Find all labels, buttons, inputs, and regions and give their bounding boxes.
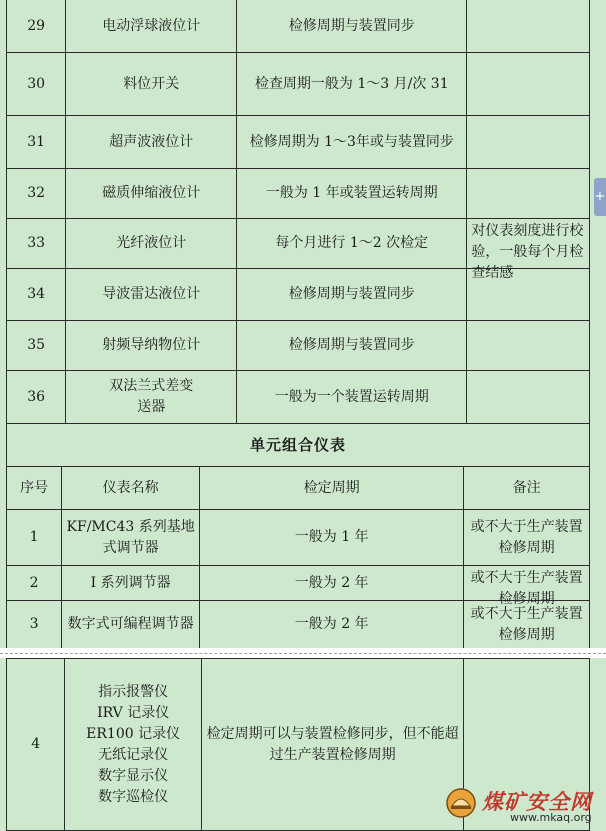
table-row xyxy=(7,321,590,371)
table-row xyxy=(7,510,590,566)
instrument-name: 导波雷达液位计 xyxy=(66,269,237,321)
instrument-name-list xyxy=(65,659,202,831)
remark-cell xyxy=(467,116,590,169)
row-number: 1 xyxy=(7,510,62,566)
instrument-name: 料位开关 xyxy=(66,53,237,116)
instrument-name: 双法兰式差变送器 xyxy=(66,371,237,424)
check-period: 一般为 1 年 xyxy=(199,510,463,566)
level-instrument-table xyxy=(6,0,590,467)
header-name: 仪表名称 xyxy=(62,467,200,510)
remark-cell: 或不大于生产装置检修周期 xyxy=(464,510,590,566)
row-number: 2 xyxy=(7,566,62,601)
expand-side-tab[interactable]: + xyxy=(594,178,606,216)
remark-cell xyxy=(467,371,590,424)
remark-cell xyxy=(464,566,590,607)
instrument-name: KF/MC43 系列基地式调节器 xyxy=(62,510,200,566)
instrument-name: 超声波液位计 xyxy=(66,116,237,169)
table-row xyxy=(7,116,590,169)
name-line: 指示报警仪 xyxy=(98,683,169,700)
row-number: 4 xyxy=(7,659,65,831)
instrument-name: 射频导纳物位计 xyxy=(66,321,237,371)
instrument-name: 电动浮球液位计 xyxy=(66,0,237,53)
instrument-name: 光纤液位计 xyxy=(66,219,237,269)
table-row xyxy=(7,601,590,649)
name-line: 无纸记录仪 xyxy=(98,746,169,763)
check-period: 检修周期与装置同步 xyxy=(237,321,467,371)
remark-cell: 或不大于生产装置检修周期 xyxy=(464,601,590,649)
table-row xyxy=(7,169,590,219)
remark-text: 对仪表刻度进行校验，一般每个月检查结感 xyxy=(471,222,584,281)
row-number: 31 xyxy=(7,116,66,169)
row-number: 36 xyxy=(7,371,66,424)
remark-cell xyxy=(467,321,590,371)
check-period: 一般为 1 年或装置运转周期 xyxy=(237,169,467,219)
table-row xyxy=(7,53,590,116)
row-number: 33 xyxy=(7,219,66,269)
instrument-name: 数字式可编程调节器 xyxy=(62,601,200,649)
instrument-name: I 系列调节器 xyxy=(62,566,200,601)
row-number: 3 xyxy=(7,601,62,649)
table-row xyxy=(7,219,590,269)
header-remark: 备注 xyxy=(464,467,590,510)
row-number: 35 xyxy=(7,321,66,371)
site-watermark xyxy=(444,784,604,828)
header-number: 序号 xyxy=(7,467,62,510)
check-period: 检修周期与装置同步 xyxy=(237,0,467,53)
table-row xyxy=(7,566,590,601)
remark-cell xyxy=(467,53,590,116)
remark-cell xyxy=(467,219,590,281)
helmet-logo-icon xyxy=(446,788,476,818)
check-period: 检修周期为 1～3年或与装置同步 xyxy=(237,116,467,169)
check-period: 检查周期一般为 1～3 月/次 31 xyxy=(237,53,467,116)
row-number: 32 xyxy=(7,169,66,219)
check-period: 一般为 2 年 xyxy=(199,601,463,649)
remark-text: 或不大于生产装置检修周期 xyxy=(470,570,583,607)
row-number: 30 xyxy=(7,53,66,116)
header-row xyxy=(7,467,590,510)
watermark-title: 煤矿安全网 xyxy=(482,790,592,814)
check-period: 检修周期与装置同步 xyxy=(237,269,467,321)
check-period: 每个月进行 1～2 次检定 xyxy=(237,219,467,269)
row-number: 34 xyxy=(7,269,66,321)
watermark-url: www.mkaq.org xyxy=(510,811,592,824)
check-period: 检定周期可以与装置检修同步，但不能超过生产装置检修周期 xyxy=(202,659,464,831)
table-row xyxy=(7,0,590,53)
check-period: 一般为 2 年 xyxy=(199,566,463,601)
section-row xyxy=(7,424,590,467)
check-period: 一般为一个装置运转周期 xyxy=(237,371,467,424)
remark-cell xyxy=(467,0,590,53)
instrument-name: 磁质伸缩液位计 xyxy=(66,169,237,219)
page-break-line xyxy=(0,653,606,654)
table-row xyxy=(7,371,590,424)
name-line: 数字巡检仪 xyxy=(98,788,169,805)
unit-instrument-table xyxy=(6,466,590,649)
name-line: IRV 记录仪 xyxy=(97,704,170,721)
name-line: ER100 记录仪 xyxy=(86,725,181,742)
row-number: 29 xyxy=(7,0,66,53)
header-period: 检定周期 xyxy=(199,467,463,510)
section-title: 单元组合仪表 xyxy=(7,424,590,467)
remark-cell xyxy=(467,169,590,219)
name-line: 数字显示仪 xyxy=(98,767,169,784)
